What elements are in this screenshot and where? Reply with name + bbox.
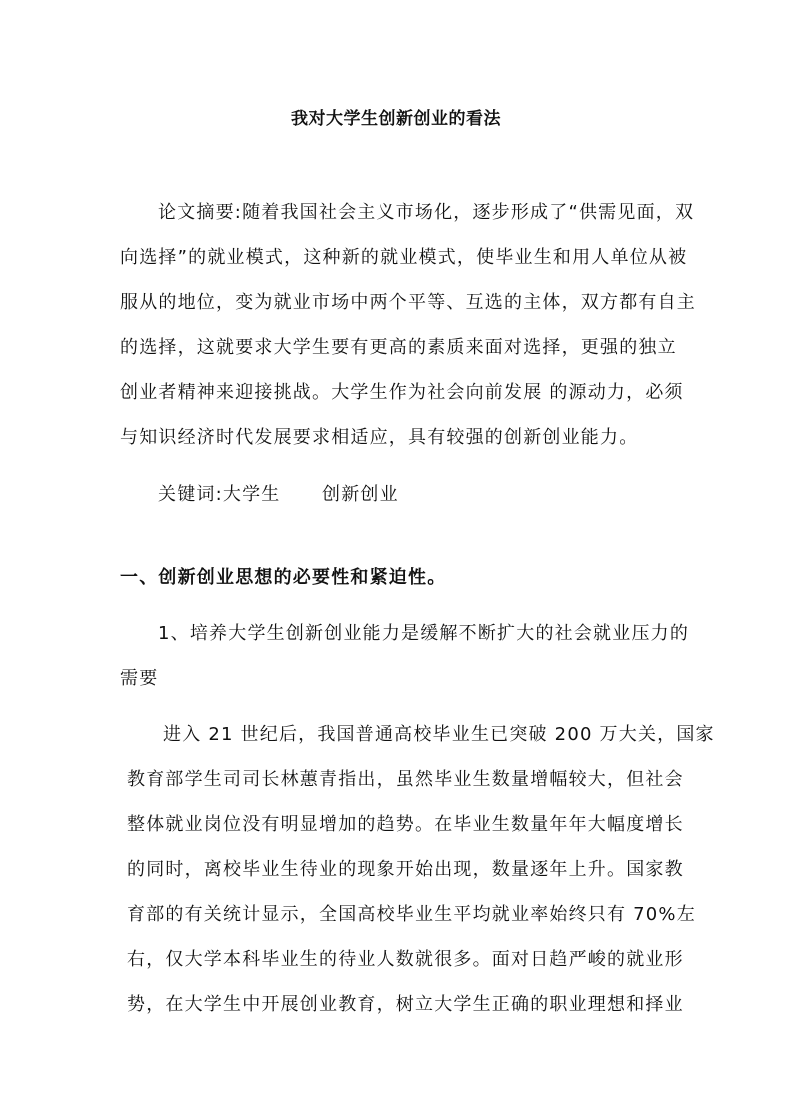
subsection-line: 1、培养大学生创新创业能力是缓解不断扩大的社会就业压力的 — [158, 623, 690, 644]
abstract-line: 服从的地位，变为就业市场中两个平等、互选的主体，双方都有自主 — [120, 292, 696, 313]
body-line: 育部的有关统计显示，全国高校毕业生平均就业率始终只有 70%左 — [127, 904, 696, 925]
abstract-line: 向选择”的就业模式，这种新的就业模式，使毕业生和用人单位从被 — [120, 247, 688, 268]
abstract-line: 创业者精神来迎接挑战。大学生作为社会向前发展 的源动力，必须 — [120, 382, 684, 403]
body-line: 整体就业岗位没有明显增加的趋势。在毕业生数量年年大幅度增长 — [127, 814, 684, 835]
section-heading: 一、创新创业思想的必要性和紧迫性。 — [120, 567, 447, 588]
body-line: 的同时，离校毕业生待业的现象开始出现，数量逐年上升。国家教 — [127, 859, 684, 880]
keywords-line: 关键词:大学生 创新创业 — [158, 484, 399, 505]
abstract-line: 论文摘要:随着我国社会主义市场化，逐步形成了“供需见面，双 — [158, 202, 695, 223]
body-line: 势，在大学生中开展创业教育，树立大学生正确的职业理想和择业 — [127, 994, 684, 1015]
document-title: 我对大学生创新创业的看法 — [291, 109, 501, 129]
body-line: 教育部学生司司长林蕙青指出，虽然毕业生数量增幅较大，但社会 — [127, 769, 684, 790]
abstract-line: 的选择，这就要求大学生要有更高的素质来面对选择，更强的独立 — [120, 337, 677, 358]
abstract-line: 与知识经济时代发展要求相适应，具有较强的创新创业能力。 — [120, 427, 639, 448]
body-line: 右，仅大学本科毕业生的待业人数就很多。面对日趋严峻的就业形 — [127, 949, 684, 970]
subsection-line: 需要 — [120, 668, 159, 689]
body-line: 进入 21 世纪后，我国普通高校毕业生已突破 200 万大关，国家 — [163, 724, 715, 745]
